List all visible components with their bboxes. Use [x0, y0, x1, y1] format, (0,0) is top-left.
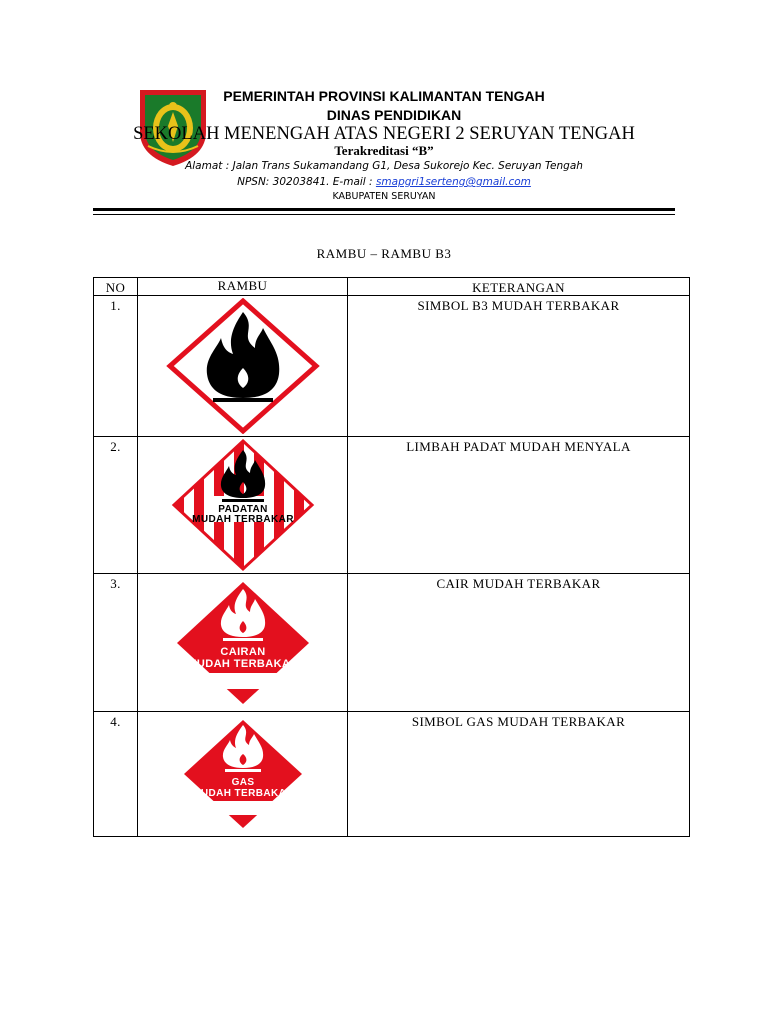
table-row [94, 296, 690, 437]
sign-cell [138, 296, 348, 437]
description-cell: CAIR MUDAH TERBAKAR [348, 574, 690, 712]
row-number: 2. [94, 437, 138, 574]
sign-label-line1: GAS [231, 777, 254, 788]
description-cell: SIMBOL B3 MUDAH TERBAKAR [348, 296, 690, 437]
table-row [94, 574, 690, 712]
sign-label-line2: MUDAH TERBAKAR [191, 788, 294, 799]
sign-label-line1: CAIRAN [219, 646, 266, 658]
row-number: 1. [94, 296, 138, 437]
description-cell: SIMBOL GAS MUDAH TERBAKAR [348, 712, 690, 837]
email-link[interactable]: smapgri1serteng@gmail.com [375, 176, 531, 188]
un-number-box [212, 801, 274, 815]
document-title: RAMBU – RAMBU B3 [316, 246, 452, 261]
flammable-symbol-sign [165, 298, 321, 434]
header-no: NO [94, 278, 138, 296]
flammable-solid-sign [170, 438, 316, 572]
sign-cell [138, 437, 348, 574]
sign-cell [138, 712, 348, 837]
flame-base [213, 398, 273, 402]
table-header-row [94, 278, 690, 296]
department-heading: DINAS PENDIDIKAN [326, 107, 462, 123]
table-row [94, 437, 690, 574]
npsn-text: NPSN: 30203841. E-mail : [237, 176, 376, 188]
row-number: 3. [94, 574, 138, 712]
sign-cell [138, 574, 348, 712]
header-divider-thick [93, 208, 675, 211]
flammable-liquid-sign [168, 575, 318, 711]
un-number-box [208, 673, 278, 689]
accreditation-text: Terakreditasi “B” [334, 143, 434, 158]
school-name: SEKOLAH MENENGAH ATAS NEGERI 2 SERUYAN TENGAH [133, 124, 635, 144]
hazard-signs-table [93, 277, 690, 837]
sign-label-line2: MUDAH TERBAKAR [186, 658, 299, 670]
header-rambu: RAMBU [138, 278, 348, 296]
table-row [94, 712, 690, 837]
flammable-gas-sign [176, 713, 310, 835]
row-number: 4. [94, 712, 138, 837]
address-text: Alamat : Jalan Trans Sukamandang G1, Desa Sukorejo Kec. Seruyan Tengah [185, 160, 583, 172]
sign-label-line1: PADATAN [217, 504, 268, 515]
header-keterangan: KETERANGAN [348, 278, 690, 296]
sign-label-line2: MUDAH TERBAKAR [191, 514, 294, 525]
government-heading: PEMERINTAH PROVINSI KALIMANTAN TENGAH [223, 88, 545, 104]
regency-text: KABUPATEN SERUYAN [332, 191, 436, 202]
description-cell: LIMBAH PADAT MUDAH MENYALA [348, 437, 690, 574]
header-divider-thin [93, 214, 675, 215]
npsn-email-line [0, 176, 768, 188]
